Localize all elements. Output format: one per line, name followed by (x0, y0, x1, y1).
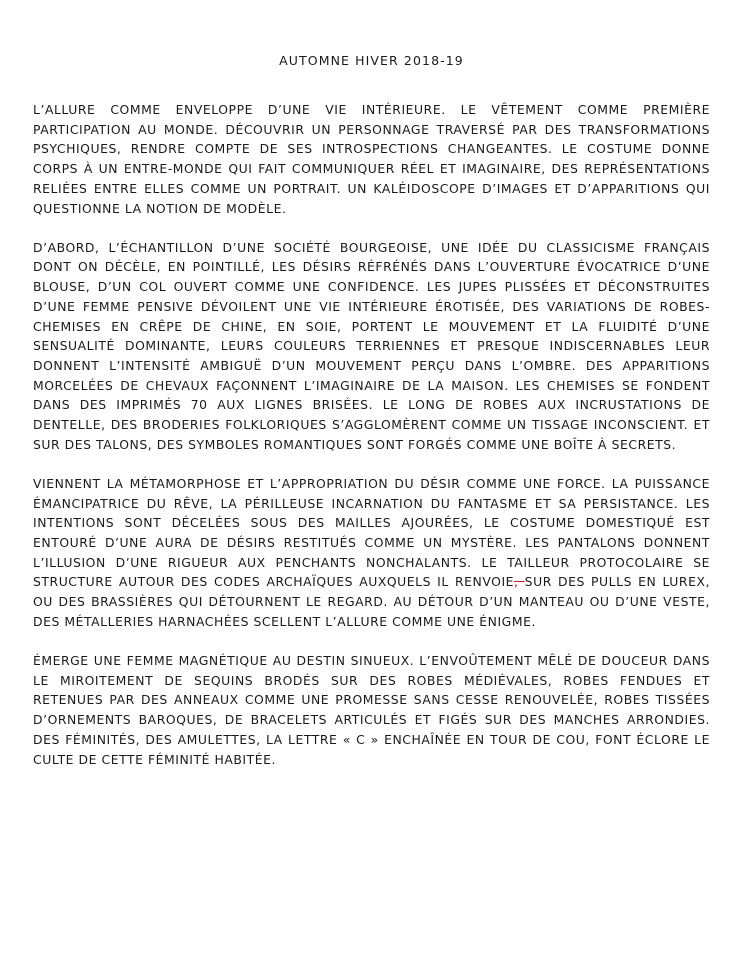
paragraph-femme-magnetique: ÉMERGE UNE FEMME MAGNÉTIQUE AU DESTIN SINUEUX. L’ENVOÛTEMENT MÊLÉ DE DOUCEUR DANS LE MIROITEMENT DE SEQUINS BRODÉS SUR DES ROBES MÉDIÉVALES, ROBES FENDUES ET RETENUES PAR DES ANNEAUX COMME UNE PROMESSE SANS CESSE RENOUVELÉE, ROBES TISSÉES D’ORNEMENTS BAROQUES, DE BRACELETS ARTICULÉS ET FIGÉS SUR DES MANCHES ARRONDIES. DES FÉMINITÉS, DES AMULETTES, LA LETTRE « C » ENCHAÎNÉE EN TOUR DE COU, FONT ÉCLORE LE CULTE DE CETTE FÉMINITÉ HABITÉE. (33, 653, 710, 767)
document-title: AUTOMNE HIVER 2018-19 (279, 53, 464, 68)
paragraph-text-before-revision: VIENNENT LA MÉTAMORPHOSE ET L’APPROPRIATION DU DÉSIR COMME UNE FORCE. LA PUISSANCE ÉMANCIPATRICE DU RÊVE, LA PÉRILLEUSE INCARNATION DU FANTASME ET SA PERSISTANCE. LES INTENTIONS SONT DÉCELÉES SOUS DES MAILLES AJOURÉES, LE COSTUME DOMESTIQUÉ EST ENTOURÉ D’UNE AURA DE DÉSIRS RESTITUÉS COMME UN MYSTÈRE. LES PANTALONS DONNENT L’ILLUSION D’UNE RIGUEUR AUX PENCHANTS NONCHALANTS. LE TAILLEUR PROTOCOLAIRE SE STRUCTURE AUTOUR DES CODES ARCHAÏQUES AUXQUELS IL RENVOIE (33, 475, 710, 590)
paragraph-text-after-revision: SUR DES PULLS EN LUREX, OU DES BRASSIÈRES QUI DÉTOURNENT LE REGARD. AU DÉTOUR D’UN MANTEAU OU D’UNE VESTE, DES MÉTALLERIES HARNACHÉES SCELLENT L’ALLURE COMME UNE ÉNIGME. (33, 574, 710, 629)
deleted-comma-revision-mark: , (514, 574, 525, 590)
paragraph-bourgeoise: D’ABORD, L’ÉCHANTILLON D’UNE SOCIÉTÉ BOURGEOISE, UNE IDÉE DU CLASSICISME FRANÇAIS DONT ON DÉCÈLE, EN POINTILLÉ, LES DÉSIRS RÉFRÉNÉS DANS L’OUVERTURE ÉVOCATRICE D’UNE BLOUSE, D’UN COL OUVERT COMME UNE CONFIDENCE. LES JUPES PLISSÉES ET DÉCONSTRUITES D’UNE FEMME PENSIVE DÉVOILENT UNE VIE INTÉRIEURE ÉROTISÉE, DES VARIATIONS DE ROBES-CHEMISES EN CRÊPE DE CHINE, EN SOIE, PORTENT LE MOUVEMENT ET LA FLUIDITÉ D’UNE SENSUALITÉ DOMINANTE, LEURS COULEURS TERRIENNES ET PRESQUE INDISCERNABLES LEUR DONNENT L’INTENSITÉ AMBIGUË D’UN MOUVEMENT PERÇU DANS L’OMBRE. DES APPARITIONS MORCELÉES DE CHEVAUX FAÇONNENT L’IMAGINAIRE DE LA MAISON. LES CHEMISES SE FONDENT DANS DES IMPRIMÉS 70 AUX LIGNES BRISÉES. LE LONG DE ROBES AUX INCRUSTATIONS DE DENTELLE, DES BRODERIES FOLKLORIQUES S’AGGLOMÈRENT COMME UN TISSAGE INCONSCIENT. ET SUR DES TALONS, DES SYMBOLES ROMANTIQUES SONT FORGÉS COMME UNE BOÎTE À SECRETS. (33, 239, 710, 452)
paragraph-intro: L’ALLURE COMME ENVELOPPE D’UNE VIE INTÉRIEURE. LE VÊTEMENT COMME PREMIÈRE PARTICIPATION AU MONDE. DÉCOUVRIR UN PERSONNAGE TRAVERSÉ PAR DES TRANSFORMATIONS PSYCHIQUES, RENDRE COMPTE DE SES INTROSPECTIONS CHANGEANTES. LE COSTUME DONNE CORPS À UN ENTRE-MONDE QUI FAIT COMMUNIQUER RÉEL ET IMAGINAIRE, DES REPRÉSENTATIONS RELIÉES ENTRE ELLES COMME UN PORTRAIT. UN KALÉIDOSCOPE D’IMAGES ET D’APPARITIONS QUI QUESTIONNE LA NOTION DE MODÈLE. (33, 102, 710, 216)
paragraph-metamorphose (33, 474, 710, 632)
document-page (33, 51, 710, 789)
